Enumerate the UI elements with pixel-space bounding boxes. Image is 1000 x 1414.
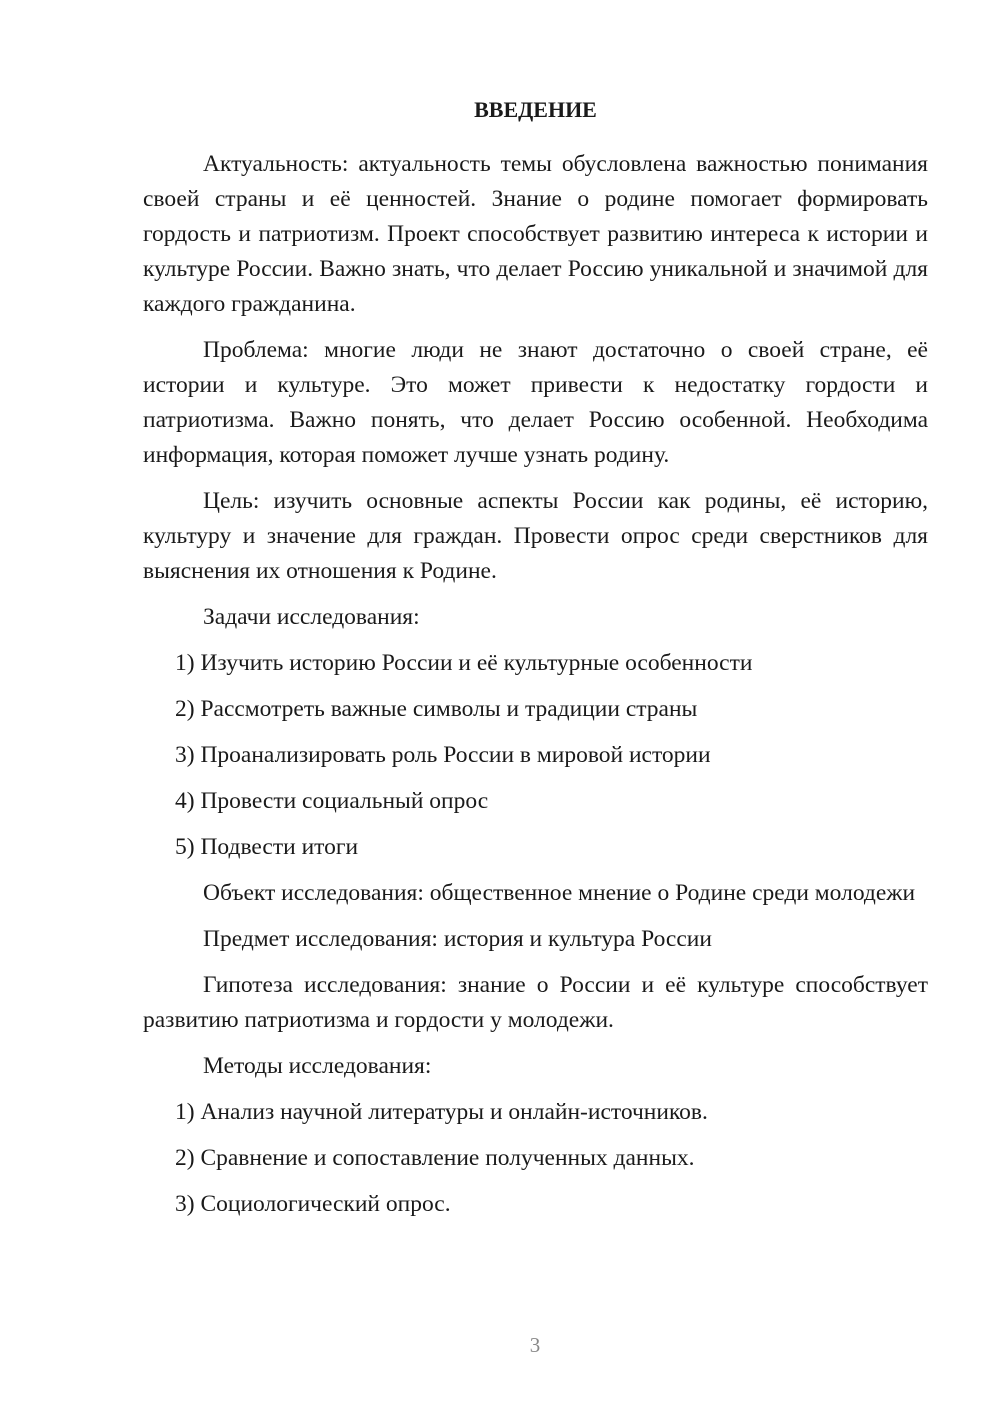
document-page: [143, 92, 928, 1233]
object-paragraph: Объект исследования: общественное мнение о Родине среди молодежи: [203, 880, 916, 906]
list-item: 1) Анализ научной литературы и онлайн-источников.: [175, 1099, 708, 1125]
list-item: 4) Провести социальный опрос: [175, 788, 489, 814]
subject-paragraph: Предмет исследования: история и культура России: [203, 926, 712, 952]
list-item: 2) Сравнение и сопоставление полученных данных.: [175, 1145, 695, 1171]
list-item: 3) Проанализировать роль России в мировой истории: [175, 742, 711, 768]
hypothesis-paragraph: Гипотеза исследования: знание о России и её культуре способствует развитию патриотизма и гордости у молодежи.: [143, 972, 928, 1033]
section-title: ВВЕДЕНИЕ: [474, 97, 597, 122]
list-item: 2) Рассмотреть важные символы и традиции страны: [175, 696, 698, 722]
page-number: 3: [529, 1333, 541, 1357]
tasks-heading: Задачи исследования:: [203, 604, 420, 630]
list-item: 1) Изучить историю России и её культурные особенности: [175, 650, 753, 676]
list-item: 5) Подвести итоги: [175, 834, 359, 860]
relevance-paragraph: Актуальность: актуальность темы обусловлена важностью понимания своей страны и её ценностей. Знание о родине помогает формировать гордость и патриотизм. Проект способствует развитию интереса к истории и культуре России. Важно знать, что делает Россию уникальной и значимой для каждого гражданина.: [143, 151, 928, 317]
methods-heading: Методы исследования:: [203, 1053, 432, 1079]
list-item: 3) Социологический опрос.: [175, 1191, 451, 1217]
problem-paragraph: Проблема: многие люди не знают достаточно о своей стране, её истории и культуре. Это может привести к недостатку гордости и патриотизма. Важно понять, что делает Россию особенной. Необходима информация, которая поможет лучше узнать родину.: [143, 337, 928, 468]
goal-paragraph: Цель: изучить основные аспекты России как родины, её историю, культуру и значение для граждан. Провести опрос среди сверстников для выяснения их отношения к Родине.: [143, 488, 928, 584]
methods-list: [143, 1095, 928, 1222]
tasks-list: [143, 646, 928, 865]
